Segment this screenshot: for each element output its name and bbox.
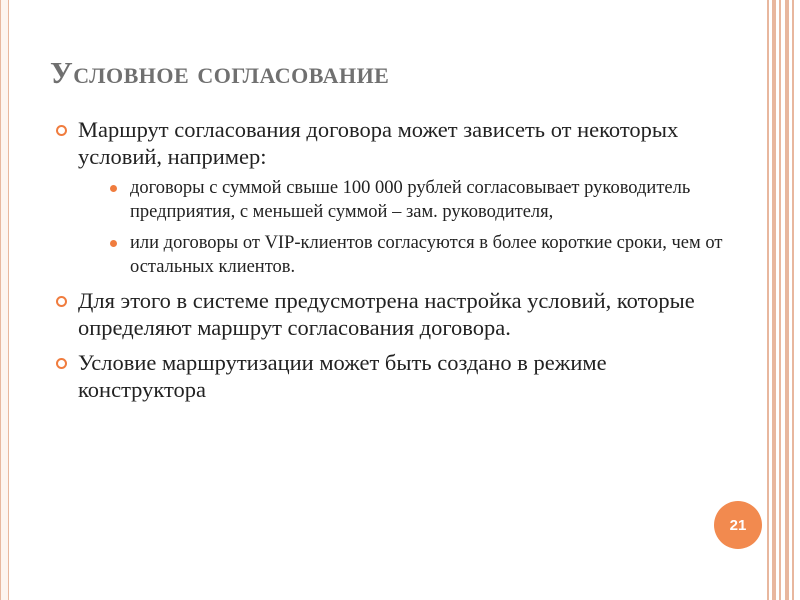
- dot-bullet-icon: [110, 185, 117, 192]
- dot-bullet-icon: [110, 240, 117, 247]
- bullet-item: [56, 287, 726, 341]
- bullet-text: Маршрут согласования договора может зависеть от некоторых условий, например:: [78, 117, 679, 169]
- sub-bullet-list: [78, 176, 726, 279]
- sub-bullet-text: или договоры от VIP-клиентов согласуются в более короткие сроки, чем от остальных клиентов.: [130, 233, 723, 277]
- right-decorative-bars: [767, 0, 800, 600]
- sub-bullet-item: [108, 176, 726, 224]
- sub-bullet-item: [108, 231, 726, 279]
- ring-bullet-icon: [56, 358, 67, 369]
- bullet-item: [56, 349, 726, 403]
- bullet-text: Для этого в системе предусмотрена настройка условий, которые определяют маршрут согласования договора.: [78, 288, 695, 340]
- bullet-text: Условие маршрутизации может быть создано в режиме конструктора: [78, 350, 607, 402]
- slide-title: Условное согласование: [50, 55, 390, 90]
- left-frame-border: [0, 0, 9, 600]
- slide-content: [56, 116, 726, 411]
- ring-bullet-icon: [56, 296, 67, 307]
- sub-bullet-text: договоры с суммой свыше 100 000 рублей согласовывает руководитель предприятия, с меньшей суммой – зам. руководителя,: [130, 178, 691, 222]
- page-number-badge: 21: [714, 501, 762, 549]
- bullet-item: [56, 116, 726, 279]
- ring-bullet-icon: [56, 125, 67, 136]
